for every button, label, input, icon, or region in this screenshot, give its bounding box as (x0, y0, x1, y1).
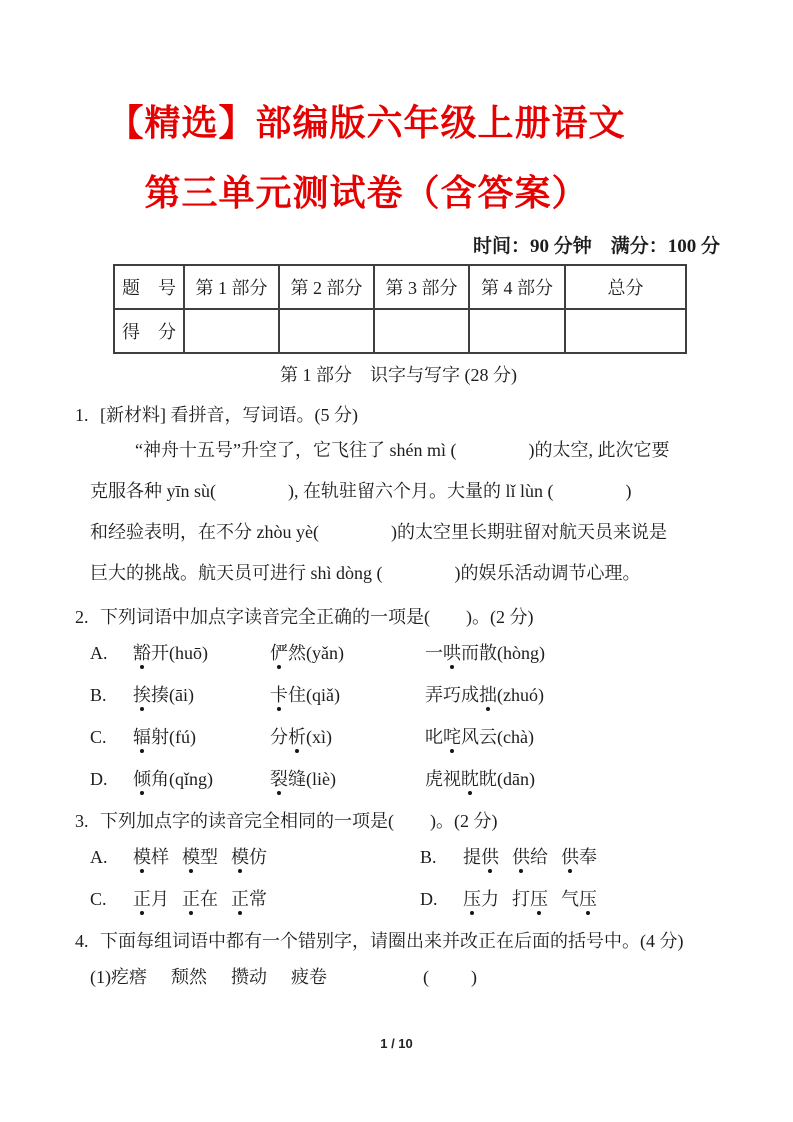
dotted-word: 裂缝(liè) (270, 769, 336, 789)
dotted-word: 供给 (512, 847, 548, 867)
dotted-word: 压力 (463, 889, 499, 909)
dotted-word: 模样 (133, 847, 169, 867)
option-label: D. (420, 889, 438, 909)
question-3 (75, 806, 722, 920)
dotted-word: 分析(xì) (270, 727, 332, 747)
dotted-word: 辐射(fú) (133, 727, 196, 747)
title-line-1: 【精选】部编版六年级上册语文 (107, 103, 626, 143)
title-line-2: 第三单元测试卷（含答案） (144, 173, 589, 213)
question-number: 4. (75, 931, 89, 951)
question-stem-text: 下列加点字的读音完全相同的一项是( )。(2 分) (100, 811, 498, 831)
q3-option-d (420, 878, 722, 920)
dotted-word: 一哄而散(hòng) (425, 643, 545, 663)
passage-line: 克服各种 yīn sù( ), 在轨驻留六个月。大量的 lǐ lùn ( ) (90, 481, 632, 501)
dotted-word: 模仿 (231, 847, 267, 867)
emphasized-char: 模 (231, 847, 249, 867)
emphasized-char: 俨 (270, 643, 288, 663)
dotted-word: 供奉 (561, 847, 597, 867)
question-1-stem (75, 400, 722, 430)
emphasized-char: 正 (133, 889, 151, 909)
question-stem-text: 下面每组词语中都有一个错别字，请圈出来并改正在后面的括号中。(4 分) (100, 931, 684, 951)
dotted-word: 俨然(yǎn) (270, 643, 344, 663)
section-1-heading: 第 1 部分 识字与写字 (28 分) (280, 365, 517, 385)
dotted-word: 虎视眈眈(dān) (425, 769, 535, 789)
question-4 (75, 926, 722, 998)
question-number: 3. (75, 811, 89, 831)
q2-option-b (90, 674, 722, 716)
answer-blank: ( ) (423, 967, 479, 987)
q3-option-c (90, 878, 420, 920)
time-score-line: 时间：90 分钟 满分：100 分 (472, 236, 720, 257)
question-3-stem (75, 806, 722, 836)
word-group-item: 颓然 (171, 967, 207, 987)
dotted-word: 弄巧成拙(zhuó) (425, 685, 544, 705)
question-number: 2. (75, 607, 89, 627)
q3-row-1 (90, 836, 722, 878)
emphasized-char: 哄 (443, 643, 461, 663)
question-number: 1. (75, 405, 89, 425)
score-cell (565, 309, 686, 353)
emphasized-char: 倾 (133, 769, 151, 789)
score-cell (374, 309, 469, 353)
score-table-header-cell: 题 号 (114, 265, 184, 309)
q2-option-d (90, 758, 722, 800)
dotted-word: 正在 (182, 889, 218, 909)
dotted-word: 提供 (463, 847, 499, 867)
emphasized-char: 供 (561, 847, 579, 867)
option-label: C. (90, 889, 107, 909)
emphasized-char: 模 (182, 847, 200, 867)
emphasized-char: 供 (481, 847, 499, 867)
question-2-stem (75, 602, 722, 632)
dotted-word: 卡住(qiǎ) (270, 685, 340, 705)
emphasized-char: 挨 (133, 685, 151, 705)
emphasized-char: 压 (530, 889, 548, 909)
question-stem-text: 下列词语中加点字读音完全正确的一项是( )。(2 分) (100, 607, 534, 627)
emphasized-char: 眈 (461, 769, 479, 789)
emphasized-char: 裂 (270, 769, 288, 789)
score-table-header-cell: 第 1 部分 (184, 265, 279, 309)
score-cell (279, 309, 374, 353)
emphasized-char: 正 (182, 889, 200, 909)
question-2-options (75, 632, 722, 800)
question-1 (75, 400, 722, 594)
score-cell (184, 309, 279, 353)
emphasized-char: 豁 (133, 643, 151, 663)
emphasized-char: 辐 (133, 727, 151, 747)
emphasized-char: 供 (512, 847, 530, 867)
word-group-item: 疲卷 (291, 967, 327, 987)
emphasized-char: 析 (288, 727, 306, 747)
emphasized-char: 模 (133, 847, 151, 867)
q2-option-a (90, 632, 722, 674)
word-group-item: (1)疙瘩 (90, 967, 147, 987)
emphasized-char: 咤 (443, 727, 461, 747)
emphasized-char: 压 (463, 889, 481, 909)
word-group-item: 攒动 (231, 967, 267, 987)
page-content (75, 0, 722, 998)
score-cell (469, 309, 565, 353)
option-label: D. (90, 769, 108, 789)
option-label: B. (90, 685, 107, 705)
score-table-header-cell: 第 4 部分 (469, 265, 565, 309)
score-table (113, 264, 687, 354)
dotted-word: 打压 (512, 889, 548, 909)
dotted-word: 正常 (231, 889, 267, 909)
dotted-word: 倾角(qǐng) (133, 769, 213, 789)
score-table-header-cell: 第 2 部分 (279, 265, 374, 309)
q3-option-b (420, 836, 722, 878)
dotted-word: 叱咤风云(chà) (425, 727, 534, 747)
q3-option-a (90, 836, 420, 878)
option-label: A. (90, 643, 108, 663)
score-table-header-cell: 第 3 部分 (374, 265, 469, 309)
dotted-word: 挨揍(āi) (133, 685, 194, 705)
option-label: C. (90, 727, 107, 747)
q3-row-2 (90, 878, 722, 920)
question-3-options (75, 836, 722, 920)
q2-option-c (90, 716, 722, 758)
score-row-label: 得 分 (114, 309, 184, 353)
dotted-word: 气压 (561, 889, 597, 909)
score-table-score-row (114, 309, 686, 353)
passage-line: 和经验表明，在不分 zhòu yè( )的太空里长期驻留对航天员来说是 (90, 522, 667, 542)
passage-line: “神舟十五号”升空了，它飞往了 shén mì ( )的太空, 此次它要 (135, 440, 670, 460)
emphasized-char: 卡 (270, 685, 288, 705)
footer-page-number: 1 / 10 (380, 1036, 413, 1051)
question-4-stem (75, 926, 722, 956)
score-table-header-row (114, 265, 686, 309)
emphasized-char: 拙 (479, 685, 497, 705)
emphasized-char: 正 (231, 889, 249, 909)
question-1-passage (75, 430, 722, 594)
dotted-word: 正月 (133, 889, 169, 909)
dotted-word: 模型 (182, 847, 218, 867)
question-stem-text: [新材料] 看拼音，写词语。(5 分) (100, 405, 358, 425)
document-title (75, 100, 722, 216)
emphasized-char: 压 (579, 889, 597, 909)
q4-item-1 (75, 956, 722, 998)
option-label: A. (90, 847, 108, 867)
score-table-header-cell: 总分 (565, 265, 686, 309)
option-label: B. (420, 847, 437, 867)
dotted-word: 豁开(huō) (133, 643, 208, 663)
question-2 (75, 602, 722, 800)
passage-line: 巨大的挑战。航天员可进行 shì dòng ( )的娱乐活动调节心理。 (90, 563, 641, 583)
